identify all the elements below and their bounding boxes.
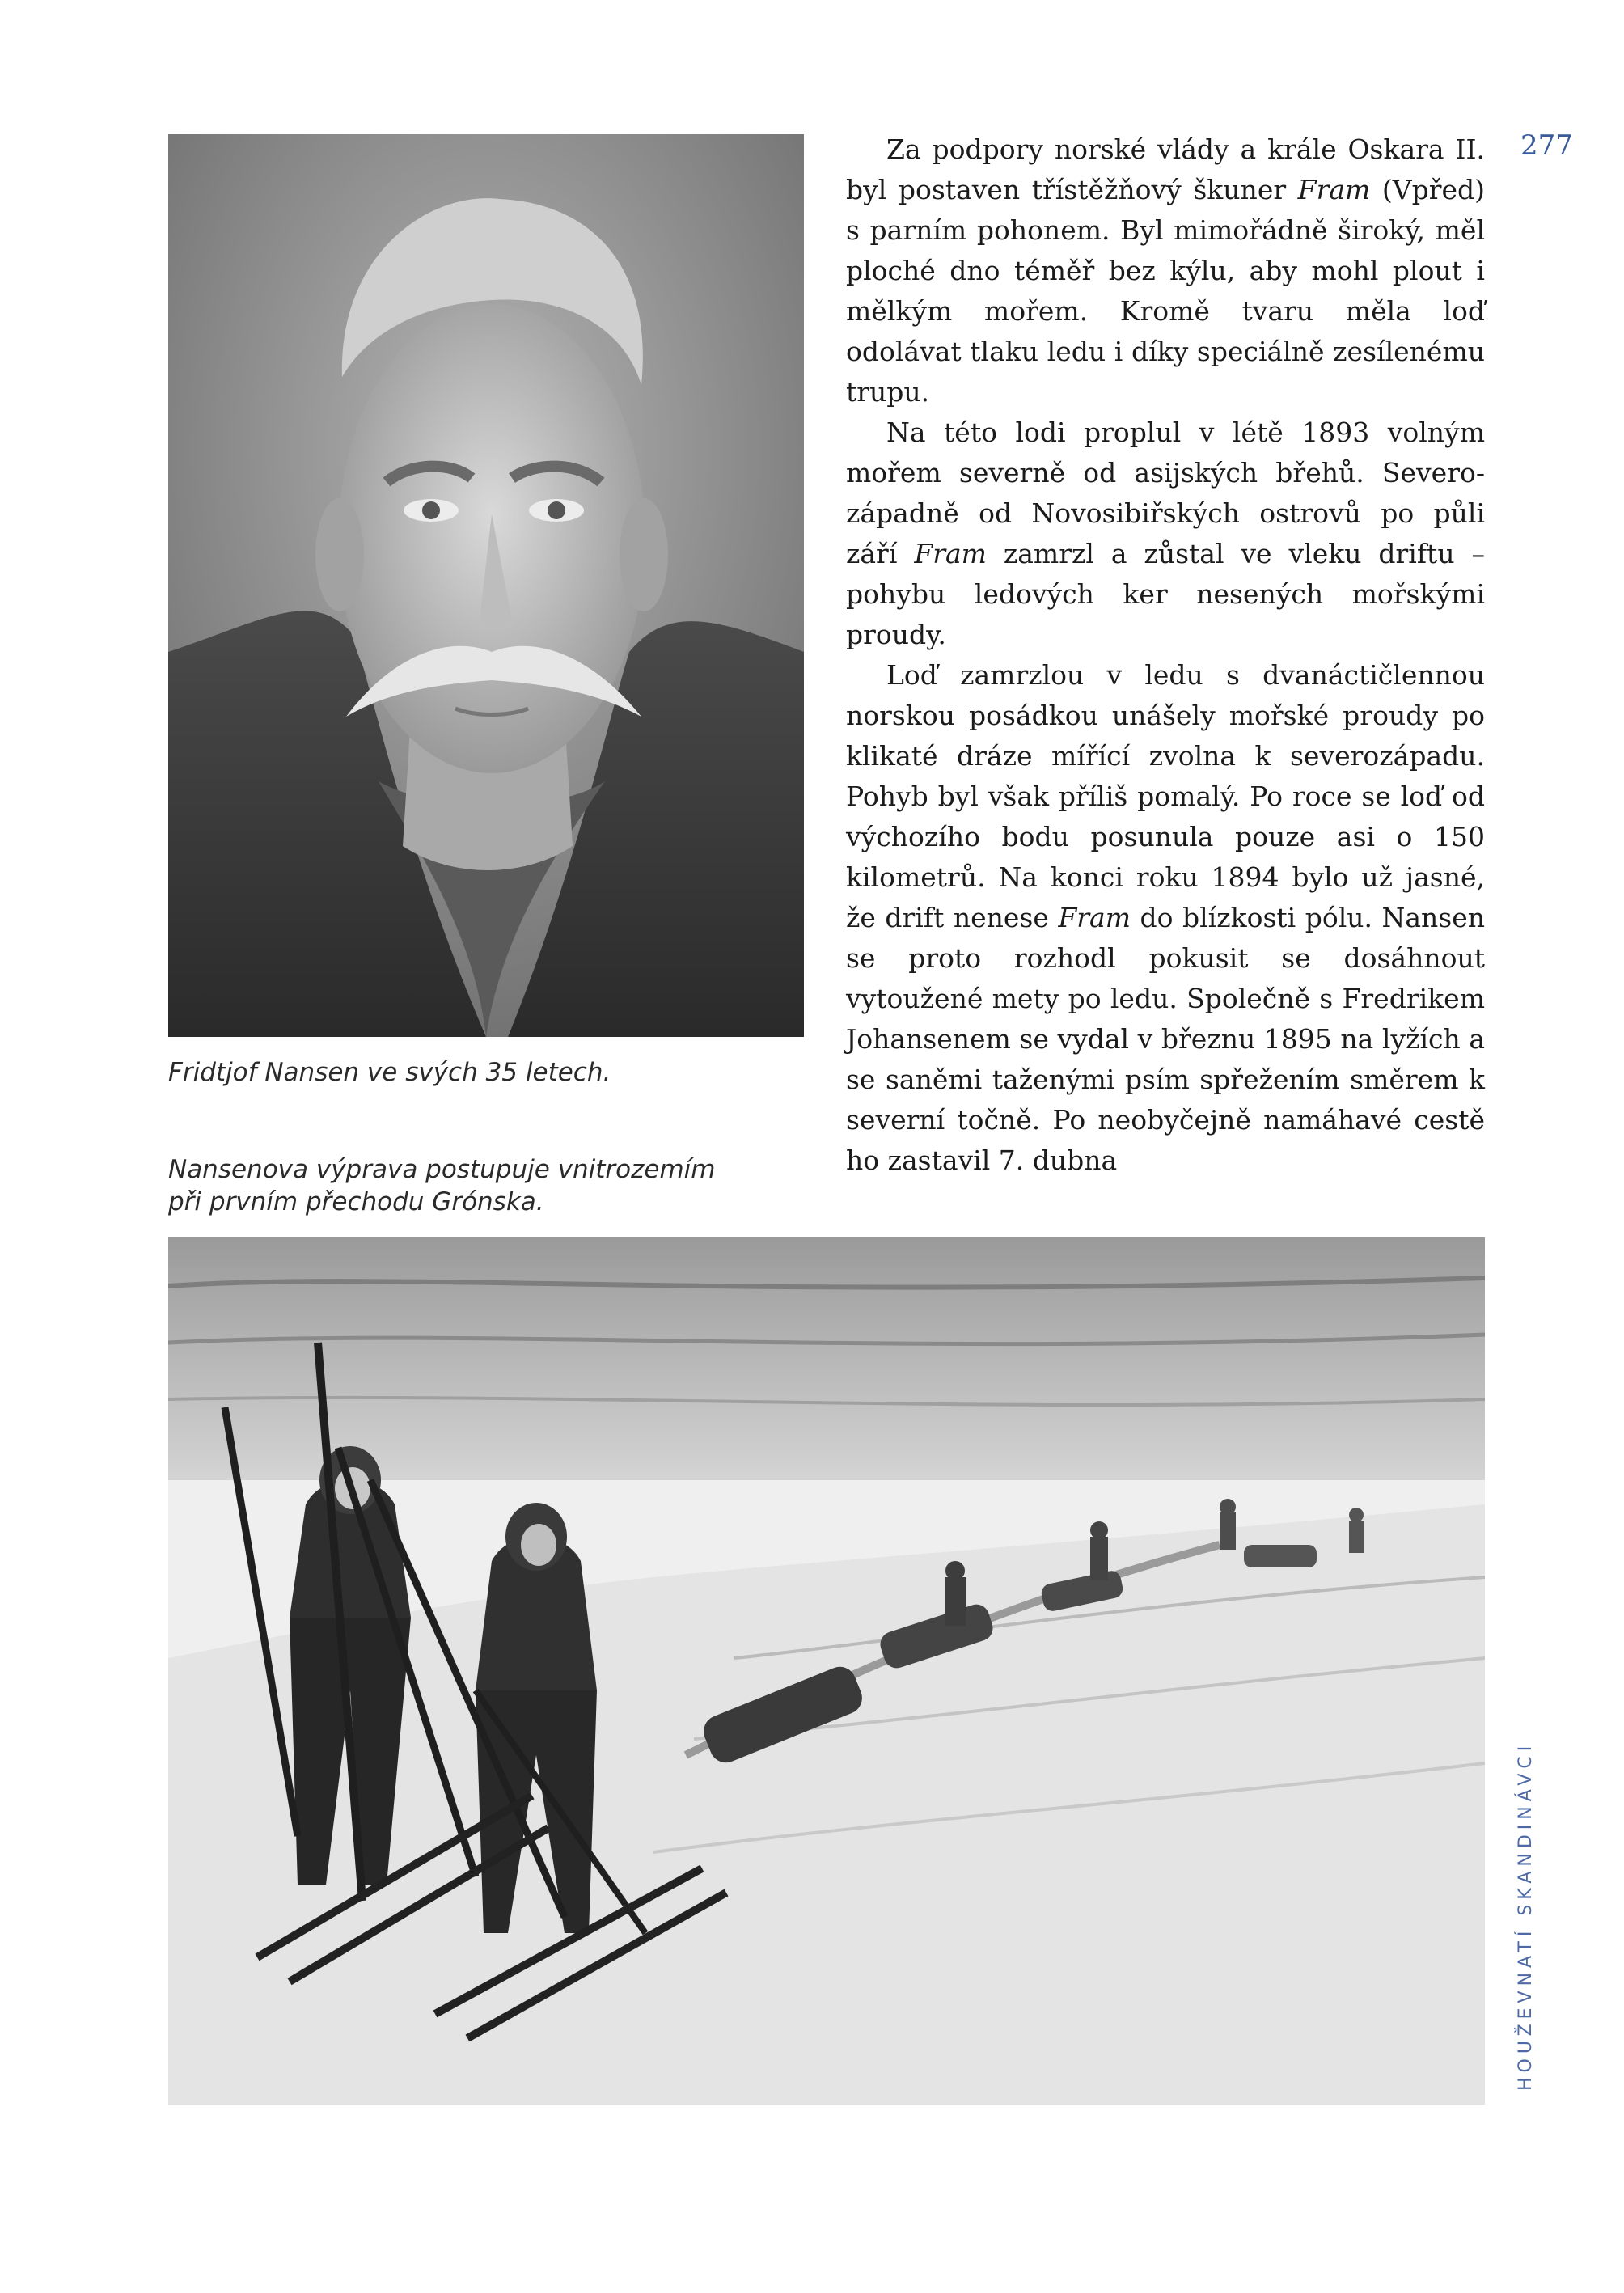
expedition-caption-line2: při prvním přechodu Grónska.: [168, 1187, 544, 1216]
ship-name: Fram: [1058, 902, 1131, 933]
portrait-photo: [168, 134, 804, 1037]
side-section-label: HOUŽEVNATÍ SKANDINÁVCI: [1516, 1741, 1536, 2091]
ship-name: Fram: [1297, 174, 1371, 205]
page-number: 277: [1520, 129, 1573, 162]
expedition-caption: [168, 1153, 767, 1218]
paragraph-3: Loď zamrzlou v ledu s dvanáctičlennou norskou posádkou unášely mořské proudy po klikaté dráze mířící zvolna k severozápadu. Pohyb byl však příliš pomalý. Po roce se loď od výchozího bodu posunula pouze asi o 150 kilometrů. Na konci roku 1894 bylo už jasné, že drift nenese Fram do blízkosti pólu. Nansen se proto rozhodl pokusit se dosáhnout vytoužené mety po ledu. Společně s Fredrikem Johansenem se vydal v březnu 1895 na lyžích a se saněmi taženými psím spřežením směrem k severní točně. Po neobyčejně namáhavé cestě ho zastavil 7. dubna: [846, 659, 1486, 1176]
paragraph-1: Za podpory norské vlády a krále Oskara II. byl postaven třístěžňový škuner Fram (Vpřed) s parním pohonem. Byl mimořádně široký, měl ploché dno téměř bez kýlu, aby mohl plout i mělkým mořem. Kromě tvaru měla loď odolávat tlaku ledu i díky speciálně zesílenému trupu.: [846, 133, 1485, 408]
expedition-caption-line1: Nansenova výprava postupuje vnitrozemím: [168, 1155, 716, 1184]
expedition-illustration: [168, 1237, 1485, 2105]
ship-name: Fram: [914, 538, 987, 569]
portrait-caption: Fridtjof Nansen ve svých 35 letech.: [168, 1058, 611, 1087]
article-text: [846, 129, 1485, 1181]
paragraph-2: Na této lodi proplul v létě 1893 volným mořem severně od asijských břehů. Severozápadně od Novosibiřských ostrovů po půli září Fram zamrzl a zůstal ve vleku driftu – pohybu ledových ker nesených mořskými proudy.: [846, 417, 1485, 650]
